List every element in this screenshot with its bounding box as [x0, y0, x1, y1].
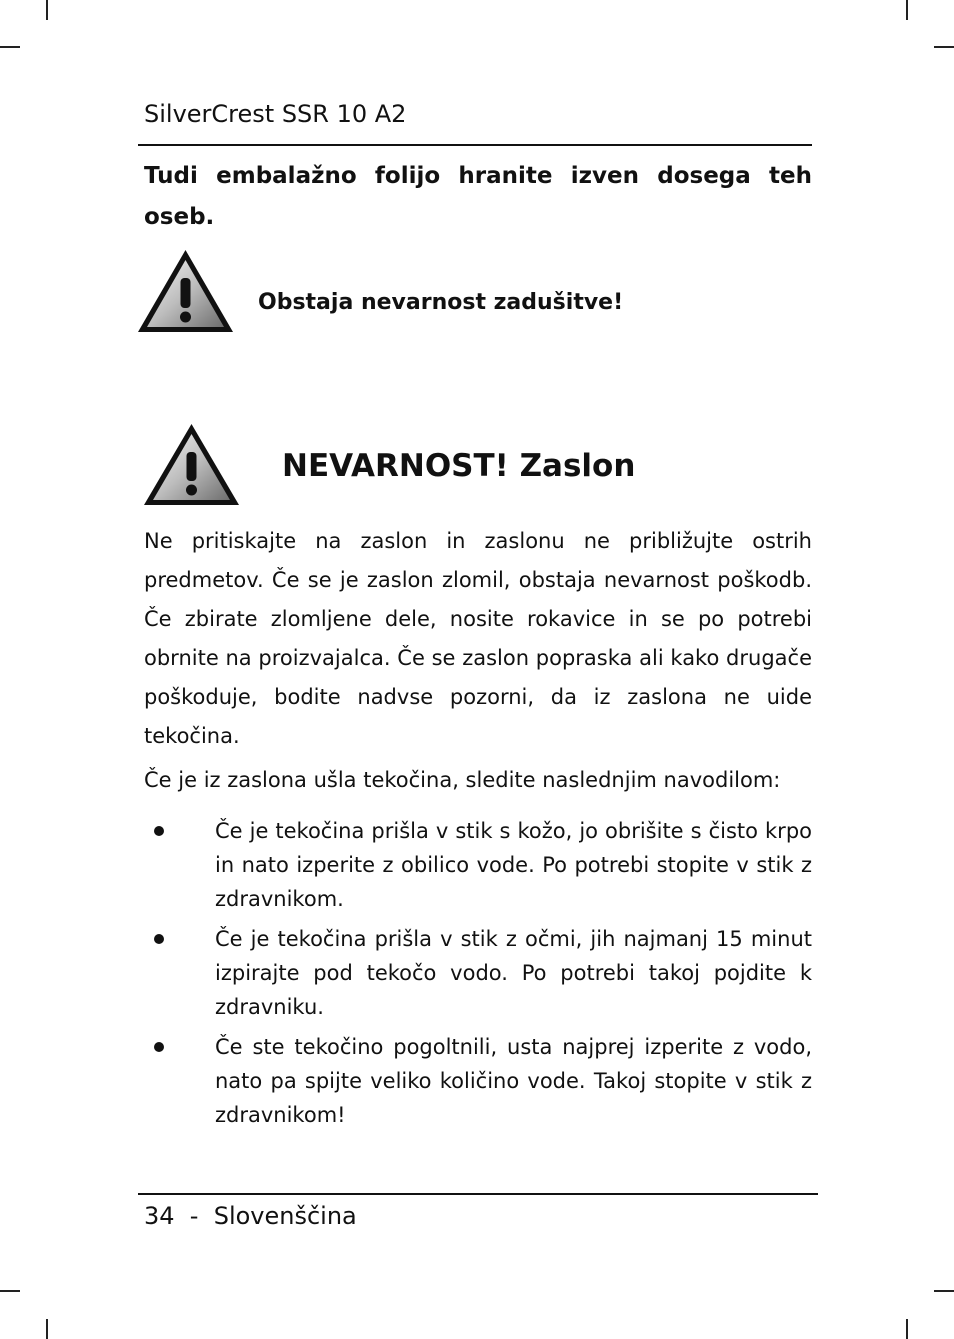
document-header-title: SilverCrest SSR 10 A2	[144, 100, 407, 128]
list-item	[144, 922, 812, 1024]
list-item-text: Če ste tekočino pogoltnili, usta najprej izperite z vodo, nato pa spijte veliko količino vode. Takoj stopite v stik z zdravnikom!	[215, 1035, 812, 1127]
list-item-text: Če je tekočina prišla v stik s kožo, jo obrišite s čisto krpo in nato izperite z obilico vode. Po potrebi stopite v stik z zdravnikom.	[215, 819, 812, 911]
bullet-icon	[154, 826, 164, 836]
suffocation-warning: Obstaja nevarnost zadušitve!	[258, 290, 624, 315]
header-divider	[138, 144, 812, 146]
footer-divider	[138, 1193, 818, 1195]
crop-mark	[0, 1290, 20, 1292]
leak-instructions-intro: Če je iz zaslona ušla tekočina, sledite naslednjim navodilom:	[144, 768, 781, 792]
crop-mark	[906, 0, 908, 20]
warning-triangle-icon	[136, 248, 235, 335]
screen-danger-paragraph: Ne pritiskajte na zaslon in zaslonu ne približujte ostrih predmetov. Če se je zaslon zlomil, obstaja nevarnost poškodb. Če zbirate zlomljene dele, nosite rokavice in se po potrebi obrnite na proizvajalca. Če se zaslon popraska ali kako drugače poškoduje, bodite nadvse pozorni, da iz zaslona ne uide tekočina.	[144, 529, 812, 748]
crop-mark	[46, 1319, 48, 1339]
list-item	[144, 814, 812, 916]
crop-mark	[934, 46, 954, 48]
bullet-icon	[154, 1042, 164, 1052]
warning-triangle-icon	[142, 422, 241, 508]
list-item-text: Če je tekočina prišla v stik z očmi, jih najmanj 15 minut izpirajte pod tekočo vodo. Po potrebi takoj pojdite k zdravniku.	[215, 927, 812, 1019]
crop-mark	[46, 0, 48, 20]
crop-mark	[906, 1319, 908, 1339]
section-heading: NEVARNOST! Zaslon	[282, 448, 636, 484]
bullet-icon	[154, 934, 164, 944]
list-item	[144, 1030, 812, 1132]
crop-mark	[934, 1290, 954, 1292]
page-footer: 34 - Slovenščina	[144, 1202, 357, 1230]
leak-instructions-list	[144, 814, 812, 1138]
packaging-warning-text: Tudi embalažno folijo hranite izven dosega teh oseb.	[144, 163, 812, 230]
crop-mark	[0, 46, 20, 48]
